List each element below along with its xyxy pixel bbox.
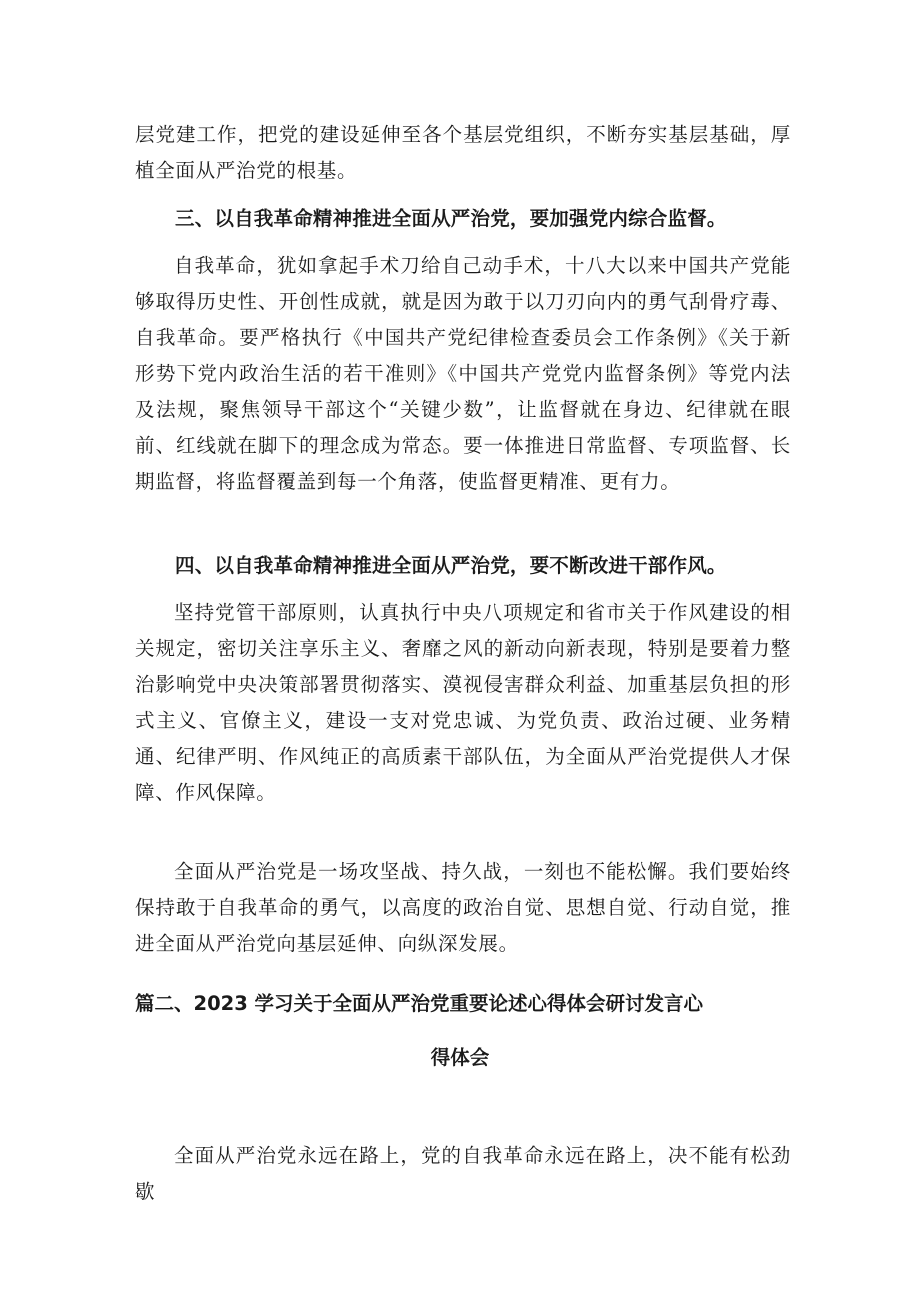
section-heading-3: 三、以自我革命精神推进全面从严治党，要加强党内综合监督。 bbox=[175, 207, 727, 230]
article-2-title-continuation: 得体会 bbox=[430, 1046, 490, 1069]
paragraph-section-4: 坚持党管干部原则，认真执行中央八项规定和省市关于作风建设的相关规定，密切关注享乐主义、奢靡之风的新动向新表现，特别是要着力整治影响党中央决策部署贯彻落实、漠视侵害群众利益、加重基层负担的形式主义、官僚主义，建设一支对党忠诚、为党负责、政治过硬、业务精通、纪律严明、作风纯正的高质素干部队伍，为全面从严治党提供人才保障、作风保障。 bbox=[135, 601, 791, 804]
paragraph-conclusion: 全面从严治党是一场攻坚战、持久战，一刻也不能松懈。我们要始终保持敢于自我革命的勇气，以高度的政治自觉、思想自觉、行动自觉，推进全面从严治党向基层延伸、向纵深发展。 bbox=[135, 860, 791, 955]
section-heading-4: 四、以自我革命精神推进全面从严治党，要不断改进干部作风。 bbox=[175, 554, 727, 577]
paragraph-continuation: 层党建工作，把党的建设延伸至各个基层党组织，不断夯实基层基础，厚植全面从严治党的根基。 bbox=[135, 123, 791, 182]
article-2-title: 篇二、2023 学习关于全面从严治党重要论述心得体会研讨发言心 bbox=[135, 992, 704, 1015]
paragraph-section-3: 自我革命，犹如拿起手术刀给自己动手术，十八大以来中国共产党能够取得历史性、开创性成就，就是因为敢于以刀刃向内的勇气刮骨疗毒、自我革命。要严格执行《中国共产党纪律检查委员会工作条例》《关于新形势下党内政治生活的若干准则》《中国共产党党内监督条例》等党内法及法规，聚焦领导干部这个“关键少数”，让监督就在身边、纪律就在眼前、红线就在脚下的理念成为常态。要一体推进日常监督、专项监督、长期监督，将监督覆盖到每一个角落，使监督更精准、更有力。 bbox=[135, 254, 791, 493]
article-2-paragraph-1: 全面从严治党永远在路上，党的自我革命永远在路上，决不能有松劲歇 bbox=[135, 1144, 791, 1203]
